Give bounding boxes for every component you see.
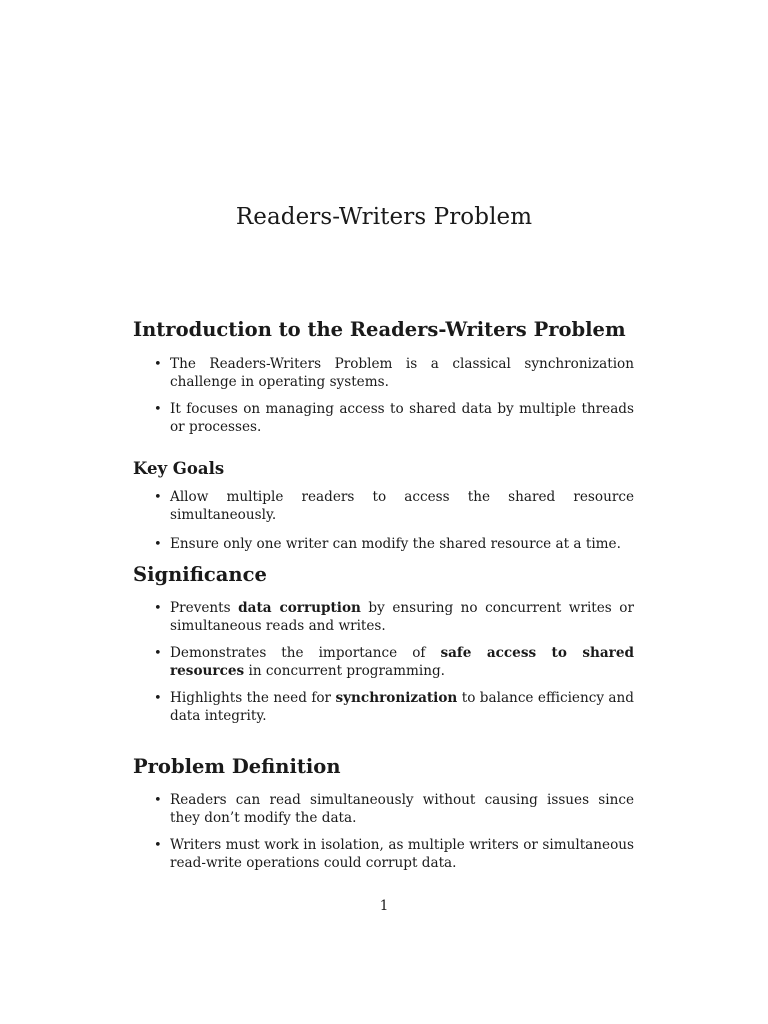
list-item [0, 645, 634, 680]
list-item-text: Writers must work in isolation, as multiple writers or simultaneous read-write operations could corrupt data. [170, 837, 634, 871]
section-heading-introduction: Introduction to the Readers-Writers Problem [133, 318, 626, 341]
emphasis: safe access to shared resources [170, 645, 634, 679]
subsection-heading-key-goals: Key Goals [133, 459, 225, 478]
key-goals-list [0, 489, 768, 564]
document-title: Readers-Writers Problem [235, 204, 533, 230]
introduction-list [0, 356, 768, 446]
list-item [0, 837, 634, 872]
significance-list [0, 600, 768, 735]
list-item-text: Highlights the need for synchronization to balance efficiency and data integrity. [170, 690, 634, 724]
list-item [0, 401, 634, 436]
problem-definition-list [0, 792, 768, 882]
list-item [0, 600, 634, 635]
list-item-text: The Readers-Writers Problem is a classical synchronization challenge in operating systems. [170, 356, 634, 390]
list-item-text: Prevents data corruption by ensuring no concurrent writes or simultaneous reads and writes. [170, 600, 634, 634]
list-item [0, 792, 634, 827]
list-item [0, 356, 634, 391]
list-item [0, 489, 634, 524]
list-item-text: Allow multiple readers to access the shared resource simultaneously. [170, 489, 634, 523]
section-heading-problem-definition: Problem Definition [133, 755, 341, 778]
list-item-text: Ensure only one writer can modify the shared resource at a time. [170, 536, 621, 552]
emphasis: synchronization [335, 690, 458, 706]
list-item-text: It focuses on managing access to shared data by multiple threads or processes. [170, 401, 634, 435]
list-item-text: Readers can read simultaneously without causing issues since they don’t modify the data. [170, 792, 634, 826]
list-item [0, 536, 634, 554]
list-item [0, 690, 634, 725]
emphasis: data corruption [238, 600, 361, 616]
section-heading-significance: Significance [133, 563, 267, 586]
list-item-text: Demonstrates the importance of safe access to shared resources in concurrent programming. [170, 645, 634, 679]
page-number: 1 [379, 898, 389, 914]
